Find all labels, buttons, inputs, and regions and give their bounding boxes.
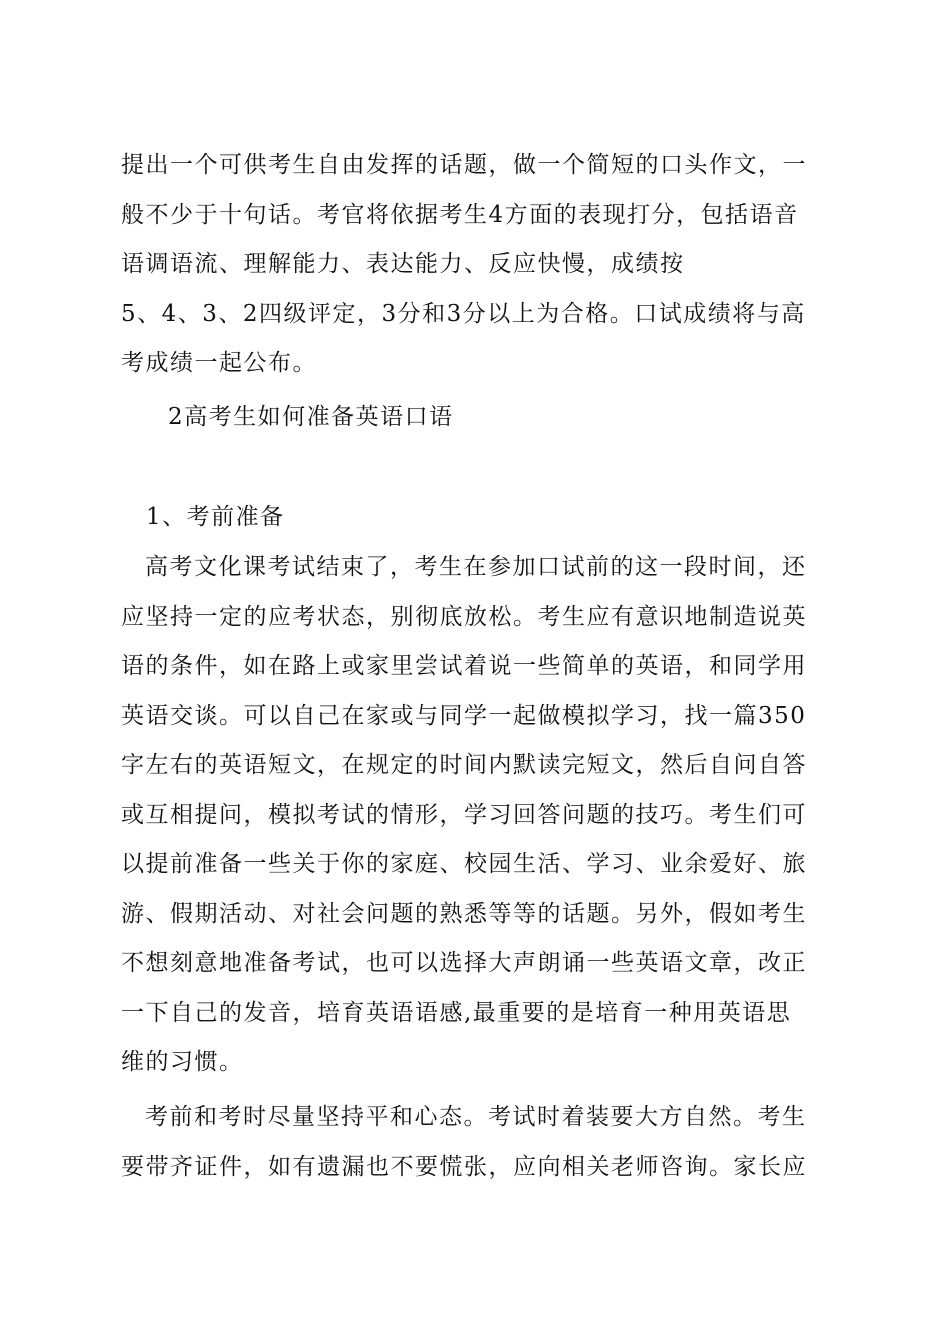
text-line: 游、假期活动、对社会问题的熟悉等等的话题。另外，假如考生: [121, 900, 807, 927]
text-line: 考成绩一起公布。: [121, 350, 317, 376]
text-line: 或互相提问，模拟考试的情形，学习回答问题的技巧。考生们可: [121, 801, 807, 828]
paragraph-exam-format: [121, 141, 833, 389]
text-line: 应坚持一定的应考状态，别彻底放松。考生应有意识地制造说英: [121, 603, 807, 630]
text-line: 英语交谈。可以自己在家或与同学一起做模拟学习，找一篇350: [121, 702, 807, 729]
text-line: 以提前准备一些关于你的家庭、校园生活、学习、业余爱好、旅: [121, 851, 807, 877]
section-heading: 2高考生如何准备英语口语: [168, 404, 454, 430]
text-line: 一下自己的发音，培育英语语感,最重要的是培育一种用英语思: [121, 999, 792, 1026]
text-line: 不想刻意地准备考试，也可以选择大声朗诵一些英语文章，改正: [121, 950, 807, 976]
text-line: 要带齐证件，如有遗漏也不要慌张，应向相关老师咨询。家长应: [121, 1153, 807, 1180]
text-line: 5、4、3、2四级评定，3分和3分以上为合格。口试成绩将与高: [121, 300, 806, 327]
text-line: 考前和考时尽量坚持平和心态。考试时着装要大方自然。考生: [145, 1104, 807, 1130]
text-line: 语的条件，如在路上或家里尝试着说一些简单的英语，和同学用: [121, 653, 807, 679]
paragraph-mindset: [121, 1093, 833, 1192]
paragraph-preparation: [121, 543, 833, 1088]
text-line: 般不少于十句话。考官将依据考生4方面的表现打分，包括语音: [121, 201, 799, 228]
text-line: 提出一个可供考生自由发挥的话题，做一个简短的口头作文，一: [121, 152, 807, 178]
text-line: 字左右的英语短文，在规定的时间内默读完短文，然后自问自答: [121, 752, 807, 778]
text-line: 维的习惯。: [121, 1049, 244, 1075]
text-line: 语调语流、理解能力、表达能力、反应快慢，成绩按: [121, 251, 685, 277]
subsection-heading: 1、考前准备: [146, 504, 285, 530]
text-line: 高考文化课考试结束了，考生在参加口试前的这一段时间，还: [145, 554, 807, 580]
